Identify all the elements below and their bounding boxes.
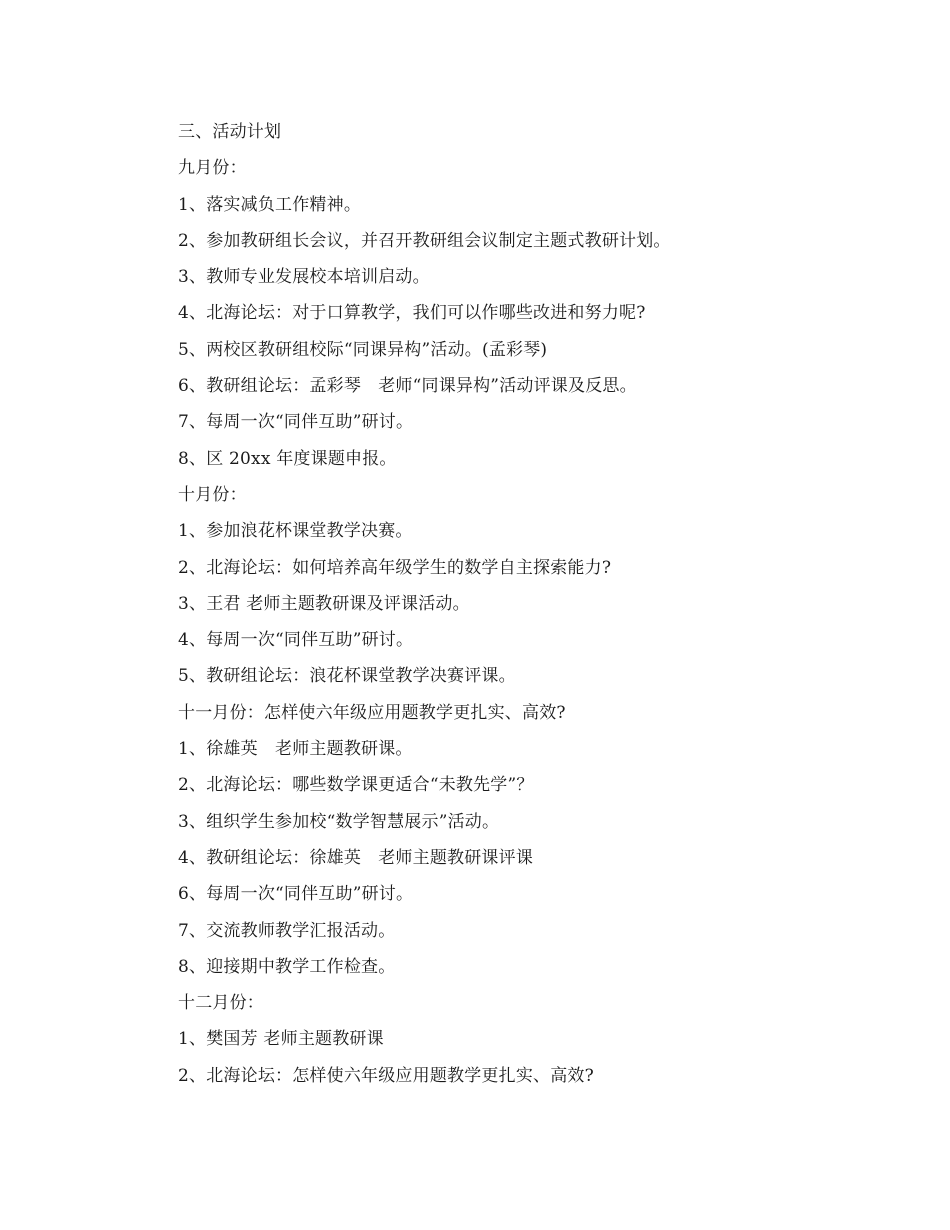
list-item: 2、北海论坛：怎样使六年级应用题教学更扎实、高效? bbox=[178, 1065, 594, 1086]
document-body bbox=[178, 114, 878, 1094]
list-item: 7、每周一次“同伴互助”研讨。 bbox=[178, 412, 414, 433]
list-item: 5、两校区教研组校际“同课异构”活动。(孟彩琴) bbox=[178, 339, 548, 360]
list-item: 1、落实减负工作精神。 bbox=[178, 194, 362, 215]
list-item: 1、樊国芳 老师主题教研课 bbox=[178, 1029, 384, 1050]
list-item: 6、教研组论坛：孟彩琴 老师“同课异构”活动评课及反思。 bbox=[178, 376, 637, 397]
list-item: 3、王君 老师主题教研课及评课活动。 bbox=[178, 593, 470, 614]
list-item: 5、教研组论坛：浪花杯课堂教学决赛评课。 bbox=[178, 666, 516, 687]
list-item: 4、北海论坛：对于口算教学，我们可以作哪些改进和努力呢? bbox=[178, 303, 646, 324]
list-item: 4、教研组论坛：徐雄英 老师主题教研课评课 bbox=[178, 847, 534, 868]
month-heading-november: 十一月份：怎样使六年级应用题教学更扎实、高效? bbox=[178, 702, 566, 723]
list-item: 2、北海论坛：如何培养高年级学生的数学自主探索能力? bbox=[178, 557, 612, 578]
month-heading-september: 九月份： bbox=[178, 158, 247, 179]
list-item: 3、组织学生参加校“数学智慧展示”活动。 bbox=[178, 811, 500, 832]
list-item: 6、每周一次“同伴互助”研讨。 bbox=[178, 884, 414, 905]
month-heading-october: 十月份： bbox=[178, 484, 247, 505]
list-item: 2、北海论坛：哪些数学课更适合“未教先学”？ bbox=[178, 775, 534, 796]
section-heading: 三、活动计划 bbox=[178, 122, 282, 142]
list-item: 8、区 20xx 年度课题申报。 bbox=[178, 448, 397, 469]
list-item: 3、教师专业发展校本培训启动。 bbox=[178, 267, 430, 288]
list-item: 8、迎接期中教学工作检查。 bbox=[178, 956, 396, 977]
list-item: 7、交流教师教学汇报活动。 bbox=[178, 920, 396, 941]
list-item: 4、每周一次“同伴互助”研讨。 bbox=[178, 630, 414, 651]
month-heading-december: 十二月份： bbox=[178, 993, 264, 1014]
list-item: 2、参加教研组长会议，并召开教研组会议制定主题式教研计划。 bbox=[178, 230, 671, 251]
list-item: 1、徐雄英 老师主题教研课。 bbox=[178, 739, 413, 760]
list-item: 1、参加浪花杯课堂教学决赛。 bbox=[178, 521, 413, 542]
